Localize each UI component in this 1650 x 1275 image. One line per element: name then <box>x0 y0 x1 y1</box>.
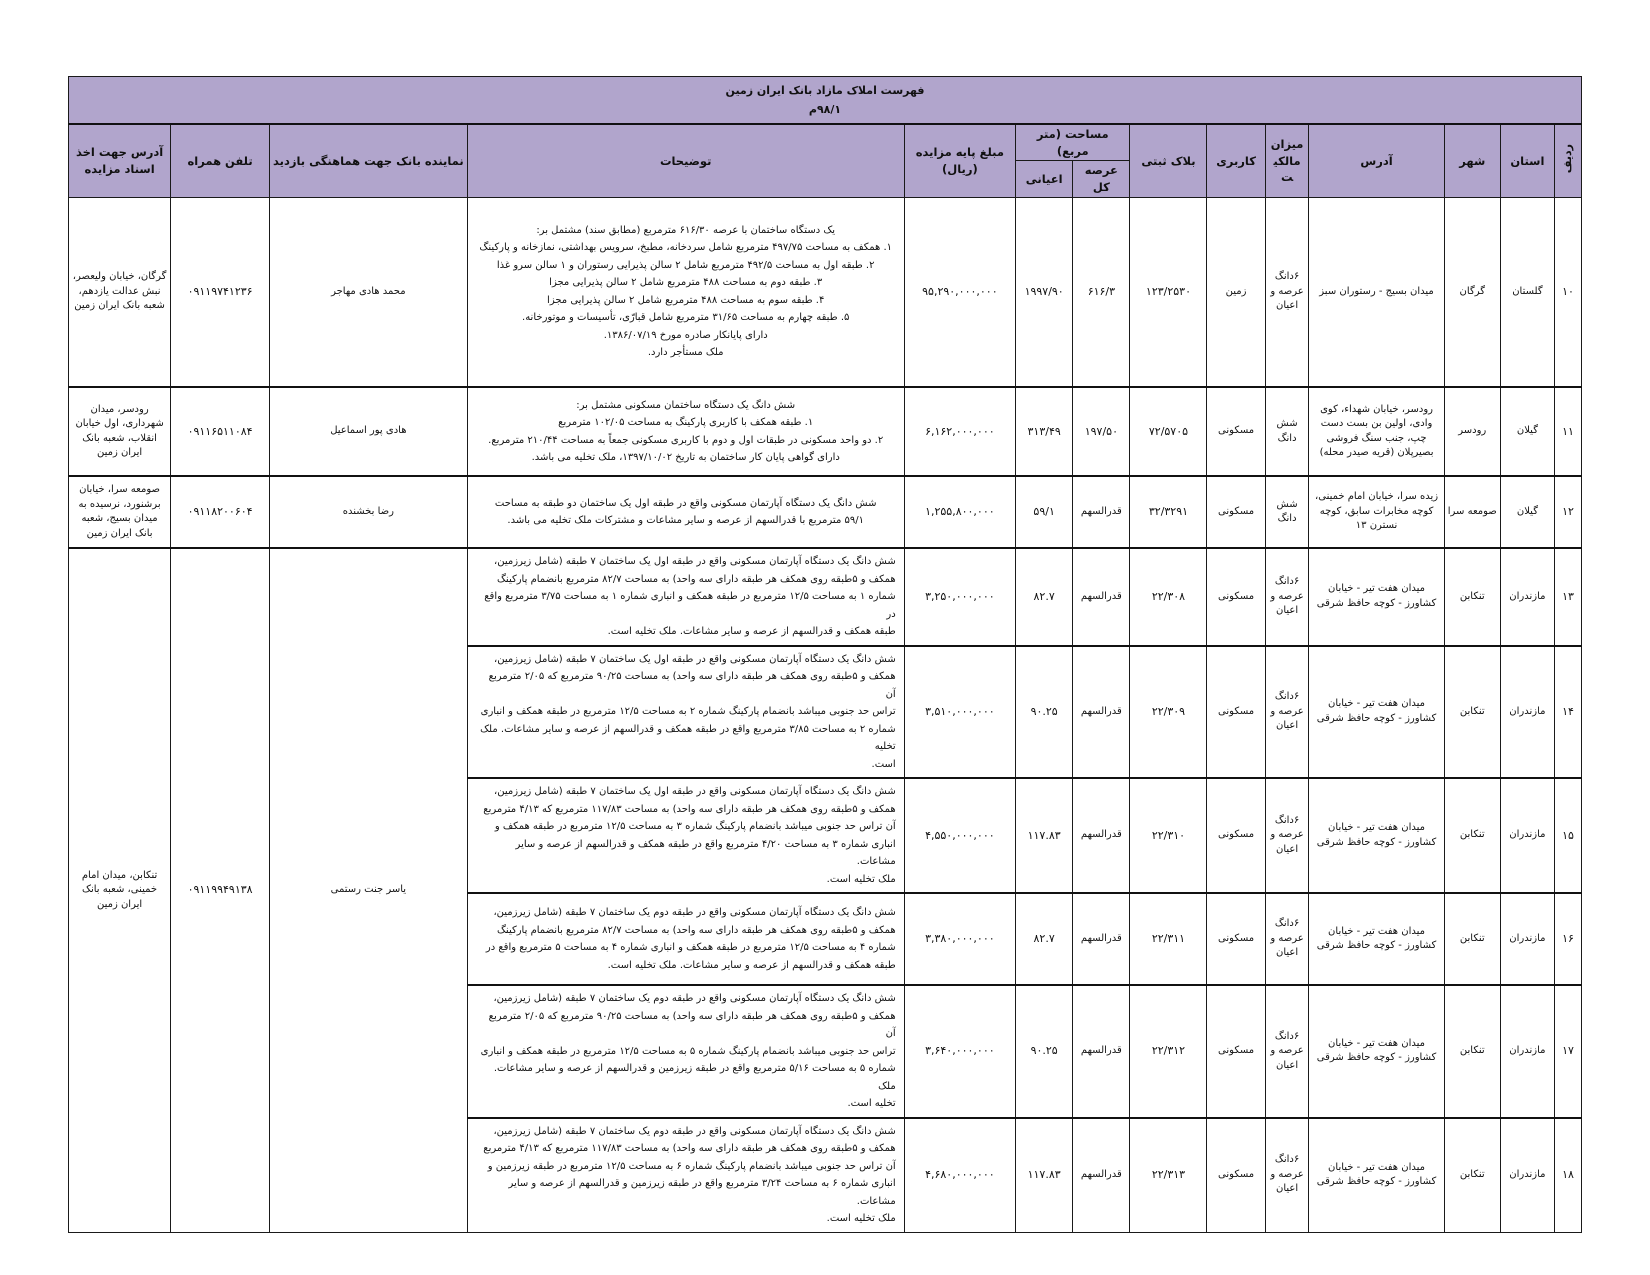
desc-line: طبقه همکف و قدرالسهم از عرصه و سایر مشاعات. ملک تخلیه است. <box>607 626 896 638</box>
desc-line: شماره ۴ به مساحت ۱۲/۵ مترمربع در طبقه همکف و انباری شماره ۴ به مساحت ۵ مترمربع واقع در <box>485 942 896 954</box>
cell-description <box>467 548 904 646</box>
header-description: توضیحات <box>467 124 904 197</box>
cell-row-no: ۱۱ <box>1554 387 1581 476</box>
cell-address: میدان هفت تیر - خیابان کشاورز - کوچه حافظ شرقی <box>1309 1118 1444 1233</box>
cell-city: رودسر <box>1444 387 1500 476</box>
cell-plot-no: ۷۲/۵۷۰۵ <box>1130 387 1207 476</box>
cell-ownership: ۶دانگ عرصه و اعیان <box>1265 985 1309 1118</box>
cell-representative: محمد هادی مهاجر <box>270 197 468 387</box>
cell-usage: زمین <box>1207 197 1265 387</box>
cell-address: میدان هفت تیر - خیابان کشاورز - کوچه حافظ شرقی <box>1309 893 1444 985</box>
header-ownership: میزان مالکیت <box>1265 124 1309 197</box>
cell-description <box>467 778 904 893</box>
desc-line: ۴. طبقه سوم به مساحت ۴۸۸ مترمربع شامل ۲ سالن پذیرایی مجزا <box>547 294 825 306</box>
desc-line: دارای گواهی پایان کار ساختمان به تاریخ ۱۳۹۷/۱۰/۰۲، ملک تخلیه می باشد. <box>531 452 840 464</box>
cell-city: تنکابن <box>1444 893 1500 985</box>
header-plot-no: بلاک ثبتی <box>1130 124 1207 197</box>
cell-address: رودسر، خیابان شهداء، کوی وادی، اولین بن بست دست چپ، جنب سنگ فروشی بصیرپلان (قریه صیدر محله) <box>1309 387 1444 476</box>
cell-price: ۴,۵۵۰,۰۰۰,۰۰۰ <box>904 778 1015 893</box>
cell-usage: مسکونی <box>1207 548 1265 646</box>
cell-province: مازندران <box>1500 893 1554 985</box>
cell-city: تنکابن <box>1444 985 1500 1118</box>
cell-city: تنکابن <box>1444 778 1500 893</box>
desc-line: شش دانگ یک دستگاه آپارتمان مسکونی واقع در طبقه اول یک ساختمان ۷ طبقه (شامل زیرزمین، <box>494 556 896 568</box>
cell-usage: مسکونی <box>1207 646 1265 779</box>
cell-area-building: ۱۹۹۷/۹۰ <box>1016 197 1073 387</box>
cell-plot-no: ۲۲/۳۰۹ <box>1130 646 1207 779</box>
cell-province: گلستان <box>1500 197 1554 387</box>
desc-line: همکف و ۵طبقه روی همکف هر طبقه دارای سه واحد) به مساحت ۹۰/۲۵ مترمربع که ۲/۰۵ مترمربع آن <box>488 671 896 700</box>
title-line-2: ۹۸/۱م <box>808 103 842 116</box>
table-row <box>69 476 1582 548</box>
desc-line: شش دانگ یک دستگاه آپارتمان مسکونی واقع در طبقه اول یک ساختمان دو طبقه به مساحت <box>494 497 877 509</box>
cell-usage: مسکونی <box>1207 985 1265 1118</box>
cell-plot-no: ۲۲/۳۱۲ <box>1130 985 1207 1118</box>
cell-usage: مسکونی <box>1207 893 1265 985</box>
cell-address: زیده سرا، خیابان امام خمینی، کوچه مخابرات سابق، کوچه نسترن ۱۳ <box>1309 476 1444 548</box>
header-price: مبلغ پایه مزایده (ریال) <box>904 124 1015 197</box>
cell-area-building: ۸۲.۷ <box>1016 893 1073 985</box>
cell-ownership: شش دانگ <box>1265 476 1309 548</box>
table-row <box>69 548 1582 646</box>
cell-docs-address: تنکابن، میدان امام خمینی، شعبه بانک ایران زمین <box>69 548 171 1232</box>
cell-city: صومعه سرا <box>1444 476 1500 548</box>
header-row-no-label: ردیف <box>1561 143 1574 174</box>
cell-area-building: ۱۱۷.۸۳ <box>1016 778 1073 893</box>
table-row <box>69 197 1582 387</box>
cell-city: گرگان <box>1444 197 1500 387</box>
desc-line: همکف و ۵طبقه روی همکف هر طبقه دارای سه واحد) به مساحت ۱۱۷/۸۳ مترمربع که ۴/۱۳ مترمربع <box>483 1143 896 1155</box>
cell-city: تنکابن <box>1444 548 1500 646</box>
header-mobile: تلفن همراه <box>171 124 270 197</box>
cell-area-building: ۸۲.۷ <box>1016 548 1073 646</box>
property-table <box>68 76 1582 1233</box>
desc-line: آن تراس حد جنوبی میباشد بانضمام پارکینگ شماره ۶ به مساحت ۱۲/۵ مترمربع در طبقه زیرزمین و <box>487 1160 896 1172</box>
cell-description <box>467 476 904 548</box>
header-province: استان <box>1500 124 1554 197</box>
cell-area-land: قدرالسهم <box>1073 778 1130 893</box>
cell-row-no: ۱۳ <box>1554 548 1581 646</box>
desc-line: ملک تخلیه است. <box>826 1213 896 1225</box>
desc-line: شش دانگ یک دستگاه آپارتمان مسکونی واقع در طبقه اول یک ساختمان ۷ طبقه (شامل زیرزمین، <box>494 653 896 665</box>
cell-ownership: ۶دانگ عرصه و اعیان <box>1265 548 1309 646</box>
desc-line: ملک تخلیه است. <box>826 873 896 885</box>
cell-plot-no: ۱۲۳/۲۵۳۰ <box>1130 197 1207 387</box>
table-title <box>69 77 1582 125</box>
desc-line: شش دانگ یک دستگاه آپارتمان مسکونی واقع در طبقه اول یک ساختمان ۷ طبقه (شامل زیرزمین، <box>494 786 896 798</box>
cell-province: مازندران <box>1500 985 1554 1118</box>
cell-area-building: ۵۹/۱ <box>1016 476 1073 548</box>
cell-price: ۶,۱۶۲,۰۰۰,۰۰۰ <box>904 387 1015 476</box>
desc-line: ۲. طبقه اول به مساحت ۴۹۲/۵ مترمربع شامل ۲ سالن پذیرایی رستوران و ۱ سالن سرو غذا <box>496 259 875 271</box>
cell-ownership: ۶دانگ عرصه و اعیان <box>1265 893 1309 985</box>
header-area-land: عرصه کل <box>1073 161 1130 197</box>
cell-area-building: ۹۰.۲۵ <box>1016 985 1073 1118</box>
cell-price: ۳,۵۱۰,۰۰۰,۰۰۰ <box>904 646 1015 779</box>
cell-row-no: ۱۸ <box>1554 1118 1581 1233</box>
cell-description <box>467 387 904 476</box>
cell-price: ۳,۶۴۰,۰۰۰,۰۰۰ <box>904 985 1015 1118</box>
cell-docs-address: رودسر، میدان شهرداری، اول خیابان انقلاب، شعبه بانک ایران زمین <box>69 387 171 476</box>
cell-address: میدان هفت تیر - خیابان کشاورز - کوچه حافظ شرقی <box>1309 646 1444 779</box>
cell-area-land: قدرالسهم <box>1073 985 1130 1118</box>
desc-line: همکف و ۵طبقه روی همکف هر طبقه دارای سه واحد) به مساحت ۱۱۷/۸۳ مترمربع که ۴/۱۳ مترمربع <box>483 803 896 815</box>
cell-ownership: ۶دانگ عرصه و اعیان <box>1265 778 1309 893</box>
cell-usage: مسکونی <box>1207 387 1265 476</box>
desc-line: همکف و ۵طبقه روی همکف هر طبقه دارای سه واحد) به مساحت ۹۰/۲۵ مترمربع که ۲/۰۵ مترمربع آن <box>488 1010 896 1040</box>
cell-area-land: قدرالسهم <box>1073 646 1130 779</box>
cell-row-no: ۱۴ <box>1554 646 1581 779</box>
desc-line: شش دانگ یک دستگاه آپارتمان مسکونی واقع در طبقه دوم یک ساختمان ۷ طبقه (شامل زیرزمین، <box>493 1125 896 1137</box>
cell-description <box>467 985 904 1118</box>
cell-province: مازندران <box>1500 548 1554 646</box>
cell-representative: یاسر جنت رستمی <box>270 548 468 1232</box>
desc-line: ۳. طبقه دوم به مساحت ۴۸۸ مترمربع شامل ۲ سالن پذیرایی مجزا <box>549 277 823 289</box>
desc-line: تراس حد جنوبی میباشد بانضمام پارکینگ شماره ۲ به مساحت ۱۲/۵ مترمربع در طبقه همکف و انباری <box>480 706 896 718</box>
cell-plot-no: ۲۲/۳۰۸ <box>1130 548 1207 646</box>
title-line-1: فهرست املاک مازاد بانک ایران زمین <box>725 84 925 97</box>
cell-representative: رضا بخشنده <box>270 476 468 548</box>
cell-representative: هادی پور اسماعیل <box>270 387 468 476</box>
desc-line: شش دانگ یک دستگاه آپارتمان مسکونی واقع در طبقه دوم یک ساختمان ۷ طبقه (شامل زیرزمین، <box>493 993 896 1005</box>
cell-price: ۳,۲۵۰,۰۰۰,۰۰۰ <box>904 548 1015 646</box>
cell-mobile: ۰۹۱۱۸۲۰۰۶۰۴ <box>171 476 270 548</box>
desc-line: است. <box>871 758 896 770</box>
desc-line: همکف و ۵طبقه روی همکف هر طبقه دارای سه واحد) به مساحت ۸۲/۷ مترمربع بانضمام پارکینگ <box>496 924 896 936</box>
cell-description <box>467 197 904 387</box>
header-address: آدرس <box>1309 124 1444 197</box>
header-area-group: مساحت (متر مربع) <box>1016 124 1130 161</box>
cell-plot-no: ۳۲/۳۲۹۱ <box>1130 476 1207 548</box>
desc-line: ۵. طبقه چهارم به مساحت ۳۱/۶۵ مترمربع شامل قبارّی، تأسیسات و موتورخانه. <box>522 312 850 324</box>
desc-line: ۱. همکف به مساحت ۴۹۷/۷۵ مترمربع شامل سرد‌خانه، مطبخ، سرویس بهداشتی، نمازخانه و پارکینگ <box>479 242 893 254</box>
cell-province: مازندران <box>1500 778 1554 893</box>
cell-row-no: ۱۲ <box>1554 476 1581 548</box>
cell-city: تنکابن <box>1444 646 1500 779</box>
cell-price: ۳,۳۸۰,۰۰۰,۰۰۰ <box>904 893 1015 985</box>
cell-price: ۱,۲۵۵,۸۰۰,۰۰۰ <box>904 476 1015 548</box>
cell-area-land: ۶۱۶/۳ <box>1073 197 1130 387</box>
cell-plot-no: ۲۲/۳۱۱ <box>1130 893 1207 985</box>
desc-line: شش دانگ یک دستگاه آپارتمان مسکونی واقع در طبقه دوم یک ساختمان ۷ طبقه (شامل زیرزمین، <box>493 907 896 919</box>
cell-city: تنکابن <box>1444 1118 1500 1233</box>
desc-line: دارای پایانکار صادره مورخ ۱۳۸۶/۰۷/۱۹. <box>603 329 768 341</box>
cell-area-land: ۱۹۷/۵۰ <box>1073 387 1130 476</box>
cell-ownership: شش دانگ <box>1265 387 1309 476</box>
cell-area-land: قدرالسهم <box>1073 548 1130 646</box>
cell-mobile: ۰۹۱۱۶۵۱۱۰۸۴ <box>171 387 270 476</box>
cell-address: میدان بسیج - رستوران سبز <box>1309 197 1444 387</box>
cell-area-land: قدرالسهم <box>1073 1118 1130 1233</box>
cell-ownership: ۶دانگ عرصه و اعیان <box>1265 197 1309 387</box>
cell-docs-address: صومعه سرا، خیابان برشنورد، نرسیده به میدان بسیج، شعبه بانک ایران زمین <box>69 476 171 548</box>
desc-line: شماره ۱ به مساحت ۱۲/۵ مترمربع در طبقه همکف و انباری شماره ۱ به مساحت ۳/۷۵ مترمربع واقع در <box>484 591 896 620</box>
header-representative: نماینده بانک جهت هماهنگی بازدید <box>270 124 468 197</box>
cell-province: گیلان <box>1500 476 1554 548</box>
cell-address: میدان هفت تیر - خیابان کشاورز - کوچه حافظ شرقی <box>1309 548 1444 646</box>
cell-row-no: ۱۷ <box>1554 985 1581 1118</box>
desc-line: انباری شماره ۳ به مساحت ۴/۲۰ مترمربع واقع در طبقه همکف و قدرالسهم از عرصه و سایر مشاعات. <box>515 838 896 868</box>
cell-address: میدان هفت تیر - خیابان کشاورز - کوچه حافظ شرقی <box>1309 985 1444 1118</box>
cell-docs-address: گرگان، خیابان ولیعصر، نبش عدالت یازدهم، شعبه بانک ایران زمین <box>69 197 171 387</box>
header-row-no <box>1554 124 1581 197</box>
cell-ownership: ۶دانگ عرصه و اعیان <box>1265 646 1309 779</box>
cell-plot-no: ۲۲/۳۱۰ <box>1130 778 1207 893</box>
desc-line: تراس حد جنوبی میباشد بانضمام پارکینگ شماره ۵ به مساحت ۱۲/۵ مترمربع در طبقه همکف و انباری <box>480 1045 896 1057</box>
cell-usage: مسکونی <box>1207 1118 1265 1233</box>
header-usage: کاربری <box>1207 124 1265 197</box>
desc-line: ۵۹/۱ مترمربع با قدرالسهم از عرصه و سایر مشاعات و مشترکات ملک تخلیه می باشد. <box>507 515 864 527</box>
cell-mobile: ۰۹۱۱۹۷۴۱۲۳۶ <box>171 197 270 387</box>
cell-price: ۹۵,۲۹۰,۰۰۰,۰۰۰ <box>904 197 1015 387</box>
cell-area-building: ۳۱۳/۴۹ <box>1016 387 1073 476</box>
desc-line: ۲. دو واحد مسکونی در طبقات اول و دوم با کاربری مسکونی جمعاً به مساحت ۲۱۰/۴۴ مترمربع. <box>488 434 884 446</box>
cell-price: ۴,۶۸۰,۰۰۰,۰۰۰ <box>904 1118 1015 1233</box>
desc-line: همکف و ۵طبقه روی همکف هر طبقه دارای سه واحد) به مساحت ۸۲/۷ مترمربع بانضمام پارکینگ <box>496 573 896 585</box>
cell-area-land: قدرالسهم <box>1073 476 1130 548</box>
cell-row-no: ۱۵ <box>1554 778 1581 893</box>
desc-line: شش دانگ یک دستگاه ساختمان مسکونی مشتمل بر: <box>576 399 796 411</box>
desc-line: تخلیه است. <box>847 1098 896 1110</box>
cell-area-land: قدرالسهم <box>1073 893 1130 985</box>
cell-usage: مسکونی <box>1207 778 1265 893</box>
cell-province: مازندران <box>1500 646 1554 779</box>
header-area-building: اعیانی <box>1016 161 1073 197</box>
table-row <box>69 387 1582 476</box>
cell-description <box>467 646 904 779</box>
cell-mobile: ۰۹۱۱۹۹۴۹۱۳۸ <box>171 548 270 1232</box>
header-city: شهر <box>1444 124 1500 197</box>
cell-ownership: ۶دانگ عرصه و اعیان <box>1265 1118 1309 1233</box>
desc-line: طبقه همکف و قدرالسهم از عرصه و سایر مشاعات. ملک تخلیه است. <box>607 959 896 971</box>
desc-line: یک دستگاه ساختمان با عرصه ۶۱۶/۳۰ مترمربع (مطابق سند) مشتمل بر: <box>536 224 836 236</box>
desc-line: شماره ۵ به مساحت ۵/۱۶ مترمربع واقع در طبقه زیرزمین و قدرالسهم از عرصه و سایر مشاعات. ملک <box>493 1063 896 1092</box>
desc-line: ملک مستأجر دارد. <box>647 347 724 359</box>
header-docs-address: آدرس جهت اخذ اسناد مزایده <box>69 124 171 197</box>
cell-province: مازندران <box>1500 1118 1554 1233</box>
desc-line: آن تراس حد جنوبی میباشد بانضمام پارکینگ شماره ۳ به مساحت ۱۲/۵ مترمربع در طبقه همکف و <box>494 821 896 833</box>
cell-description <box>467 893 904 985</box>
cell-row-no: ۱۶ <box>1554 893 1581 985</box>
desc-line: شماره ۲ به مساحت ۳/۸۵ مترمربع واقع در طبقه همکف و قدرالسهم از عرصه و سایر مشاعات. ملک تخلیه <box>480 723 896 753</box>
cell-address: میدان هفت تیر - خیابان کشاورز - کوچه حافظ شرقی <box>1309 778 1444 893</box>
desc-line: انباری شماره ۶ به مساحت ۳/۲۴ مترمربع واقع در طبقه زیرزمین و قدرالسهم از عرصه و سایر مشاعات. <box>508 1178 896 1207</box>
cell-row-no: ۱۰ <box>1554 197 1581 387</box>
property-list-sheet <box>68 76 1582 1233</box>
cell-usage: مسکونی <box>1207 476 1265 548</box>
cell-description <box>467 1118 904 1233</box>
desc-line: ۱. طبقه همکف با کاربری پارکینگ به مساحت ۱۰۲/۰۵ مترمربع <box>558 417 814 429</box>
cell-plot-no: ۲۲/۳۱۳ <box>1130 1118 1207 1233</box>
cell-area-building: ۱۱۷.۸۳ <box>1016 1118 1073 1233</box>
cell-area-building: ۹۰.۲۵ <box>1016 646 1073 779</box>
cell-province: گیلان <box>1500 387 1554 476</box>
